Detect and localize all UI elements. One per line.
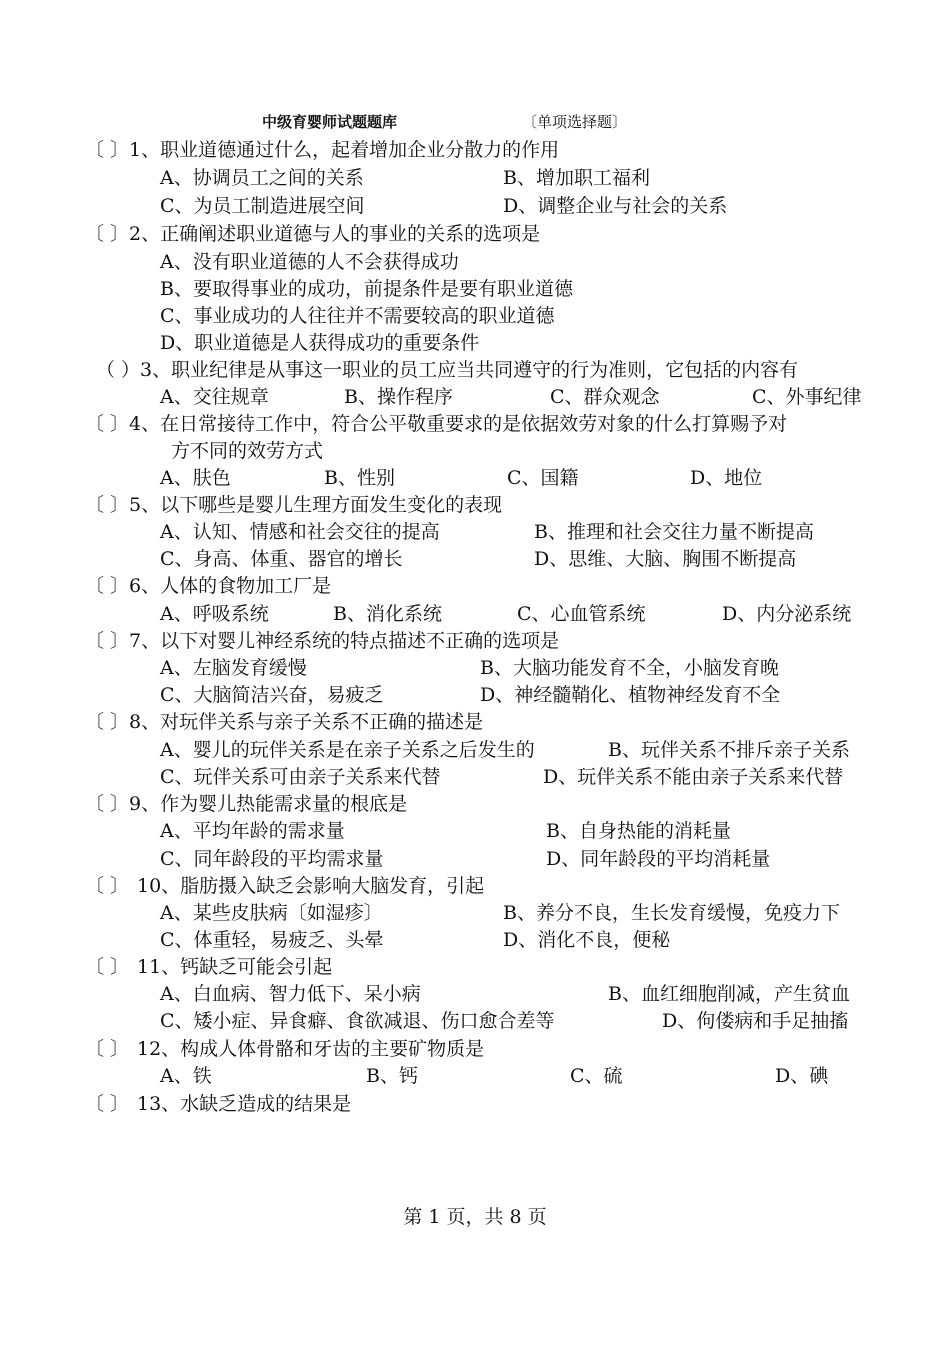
option-a: A、协调员工之间的关系 — [160, 167, 364, 189]
option-d: D、同年龄段的平均消耗量 — [546, 848, 771, 870]
answer-bracket: 〔 〕 — [85, 711, 130, 733]
question-6 — [85, 573, 331, 599]
question-8 — [85, 709, 483, 735]
question-text: 12、构成人体骨骼和牙齿的主要矿物质是 — [137, 1038, 485, 1060]
answer-bracket: 〔 〕 — [85, 139, 130, 161]
question-11 — [85, 954, 332, 980]
option-c: C、心血管系统 — [517, 603, 646, 625]
option-c: C、群众观念 — [550, 386, 660, 408]
page-number: 第 1 页，共 8 页 — [403, 1206, 547, 1228]
question-text: 8、对玩伴关系与亲子关系不正确的描述是 — [129, 711, 484, 733]
option-a: A、肤色 — [160, 467, 231, 489]
question-text: 4、在日常接待工作中，符合公平敬重要求的是依据效劳对象的什么打算赐予对 — [129, 413, 788, 435]
option-d: D、职业道德是人获得成功的重要条件 — [160, 332, 480, 354]
option-d: D、内分泌系统 — [722, 603, 852, 625]
option-a: A、左脑发育缓慢 — [160, 657, 307, 679]
option-a: A、白血病、智力低下、呆小病 — [160, 983, 421, 1005]
question-text-continued: 方不同的效劳方式 — [171, 440, 324, 462]
option-b: B、养分不良，生长发育缓慢，免疫力下 — [503, 902, 840, 924]
option-b: B、大脑功能发育不全，小脑发育晚 — [480, 657, 779, 679]
answer-bracket: 〔 〕 — [85, 875, 130, 897]
question-4 — [85, 411, 787, 437]
question-text: 1、职业道德通过什么，起着增加企业分散力的作用 — [129, 139, 560, 161]
question-text: 9、作为婴儿热能需求量的根底是 — [129, 793, 408, 815]
question-3 — [96, 357, 798, 383]
question-text: 3、职业纪律是从事这一职业的员工应当共同遵守的行为准则，它包括的内容有 — [140, 359, 799, 381]
option-c: C、为员工制造进展空间 — [160, 195, 365, 217]
answer-bracket: 〔 〕 — [85, 1038, 130, 1060]
question-text: 6、人体的食物加工厂是 — [129, 575, 332, 597]
question-9 — [85, 791, 407, 817]
option-b: B、血红细胞削减，产生贫血 — [608, 983, 850, 1005]
option-c: C、矮小症、异食癖、食欲减退、伤口愈合差等 — [160, 1010, 555, 1032]
option-d: D、消化不良，便秘 — [503, 929, 671, 951]
option-a: A、某些皮肤病〔如湿疹〕 — [160, 902, 383, 924]
question-7 — [85, 628, 559, 654]
question-text: 11、钙缺乏可能会引起 — [137, 956, 333, 978]
option-b: B、玩伴关系不排斥亲子关系 — [608, 739, 850, 761]
question-10 — [85, 873, 484, 899]
answer-bracket: （ ） — [96, 359, 141, 381]
option-c: C、身高、体重、器官的增长 — [160, 548, 403, 570]
answer-bracket: 〔 〕 — [85, 956, 130, 978]
document-title: 中级育婴师试题题库 — [262, 113, 398, 131]
option-c: C、事业成功的人往往并不需要较高的职业道德 — [160, 305, 555, 327]
option-d: D、神经髓鞘化、植物神经发育不全 — [480, 684, 781, 706]
option-a: A、没有职业道德的人不会获得成功 — [160, 251, 459, 273]
option-b: B、消化系统 — [333, 603, 442, 625]
option-c: C、大脑简洁兴奋，易疲乏 — [160, 684, 384, 706]
option-a: A、呼吸系统 — [160, 603, 269, 625]
question-text: 13、水缺乏造成的结果是 — [137, 1093, 352, 1115]
option-a: A、婴儿的玩伴关系是在亲子关系之后发生的 — [160, 739, 535, 761]
option-b: B、操作程序 — [344, 386, 453, 408]
option-a: A、交往规章 — [160, 386, 269, 408]
answer-bracket: 〔 〕 — [85, 413, 130, 435]
option-b: B、增加职工福利 — [503, 167, 650, 189]
option-d: D、佝偻病和手足抽搐 — [662, 1010, 849, 1032]
answer-bracket: 〔 〕 — [85, 494, 130, 516]
question-1 — [85, 137, 559, 163]
option-b: B、推理和社会交往力量不断提高 — [534, 521, 814, 543]
answer-bracket: 〔 〕 — [85, 223, 130, 245]
option-b: B、性别 — [324, 467, 395, 489]
option-a: A、平均年龄的需求量 — [160, 820, 345, 842]
option-a: A、铁 — [160, 1065, 212, 1087]
question-2 — [85, 221, 540, 247]
answer-bracket: 〔 〕 — [85, 1093, 130, 1115]
option-d: D、地位 — [690, 467, 763, 489]
option-b: B、要取得事业的成功，前提条件是要有职业道德 — [160, 278, 573, 300]
answer-bracket: 〔 〕 — [85, 793, 130, 815]
answer-bracket: 〔 〕 — [85, 630, 130, 652]
question-12 — [85, 1036, 484, 1062]
question-text: 5、以下哪些是婴儿生理方面发生变化的表现 — [129, 494, 503, 516]
option-c: C、国籍 — [507, 467, 579, 489]
option-b: B、钙 — [366, 1065, 418, 1087]
option-c: C、体重轻，易疲乏、头晕 — [160, 929, 384, 951]
option-d: C、外事纪律 — [752, 386, 862, 408]
option-d: D、思维、大脑、胸围不断提高 — [534, 548, 797, 570]
option-d: D、碘 — [775, 1065, 829, 1087]
question-text: 10、脂肪摄入缺乏会影响大脑发育，引起 — [137, 875, 485, 897]
document-subtitle: 〔单项选择题〕 — [522, 113, 628, 131]
document-header — [0, 110, 950, 134]
question-text: 2、正确阐述职业道德与人的事业的关系的选项是 — [129, 223, 541, 245]
option-c: C、同年龄段的平均需求量 — [160, 848, 384, 870]
question-13 — [85, 1091, 351, 1117]
option-b: B、自身热能的消耗量 — [546, 820, 731, 842]
option-d: D、调整企业与社会的关系 — [503, 195, 728, 217]
option-c: C、玩伴关系可由亲子关系来代替 — [160, 766, 441, 788]
question-5 — [85, 492, 502, 518]
answer-bracket: 〔 〕 — [85, 575, 130, 597]
option-a: A、认知、情感和社会交往的提高 — [160, 521, 440, 543]
option-d: D、玩伴关系不能由亲子关系来代替 — [543, 766, 844, 788]
option-c: C、硫 — [570, 1065, 623, 1087]
question-text: 7、以下对婴儿神经系统的特点描述不正确的选项是 — [129, 630, 560, 652]
